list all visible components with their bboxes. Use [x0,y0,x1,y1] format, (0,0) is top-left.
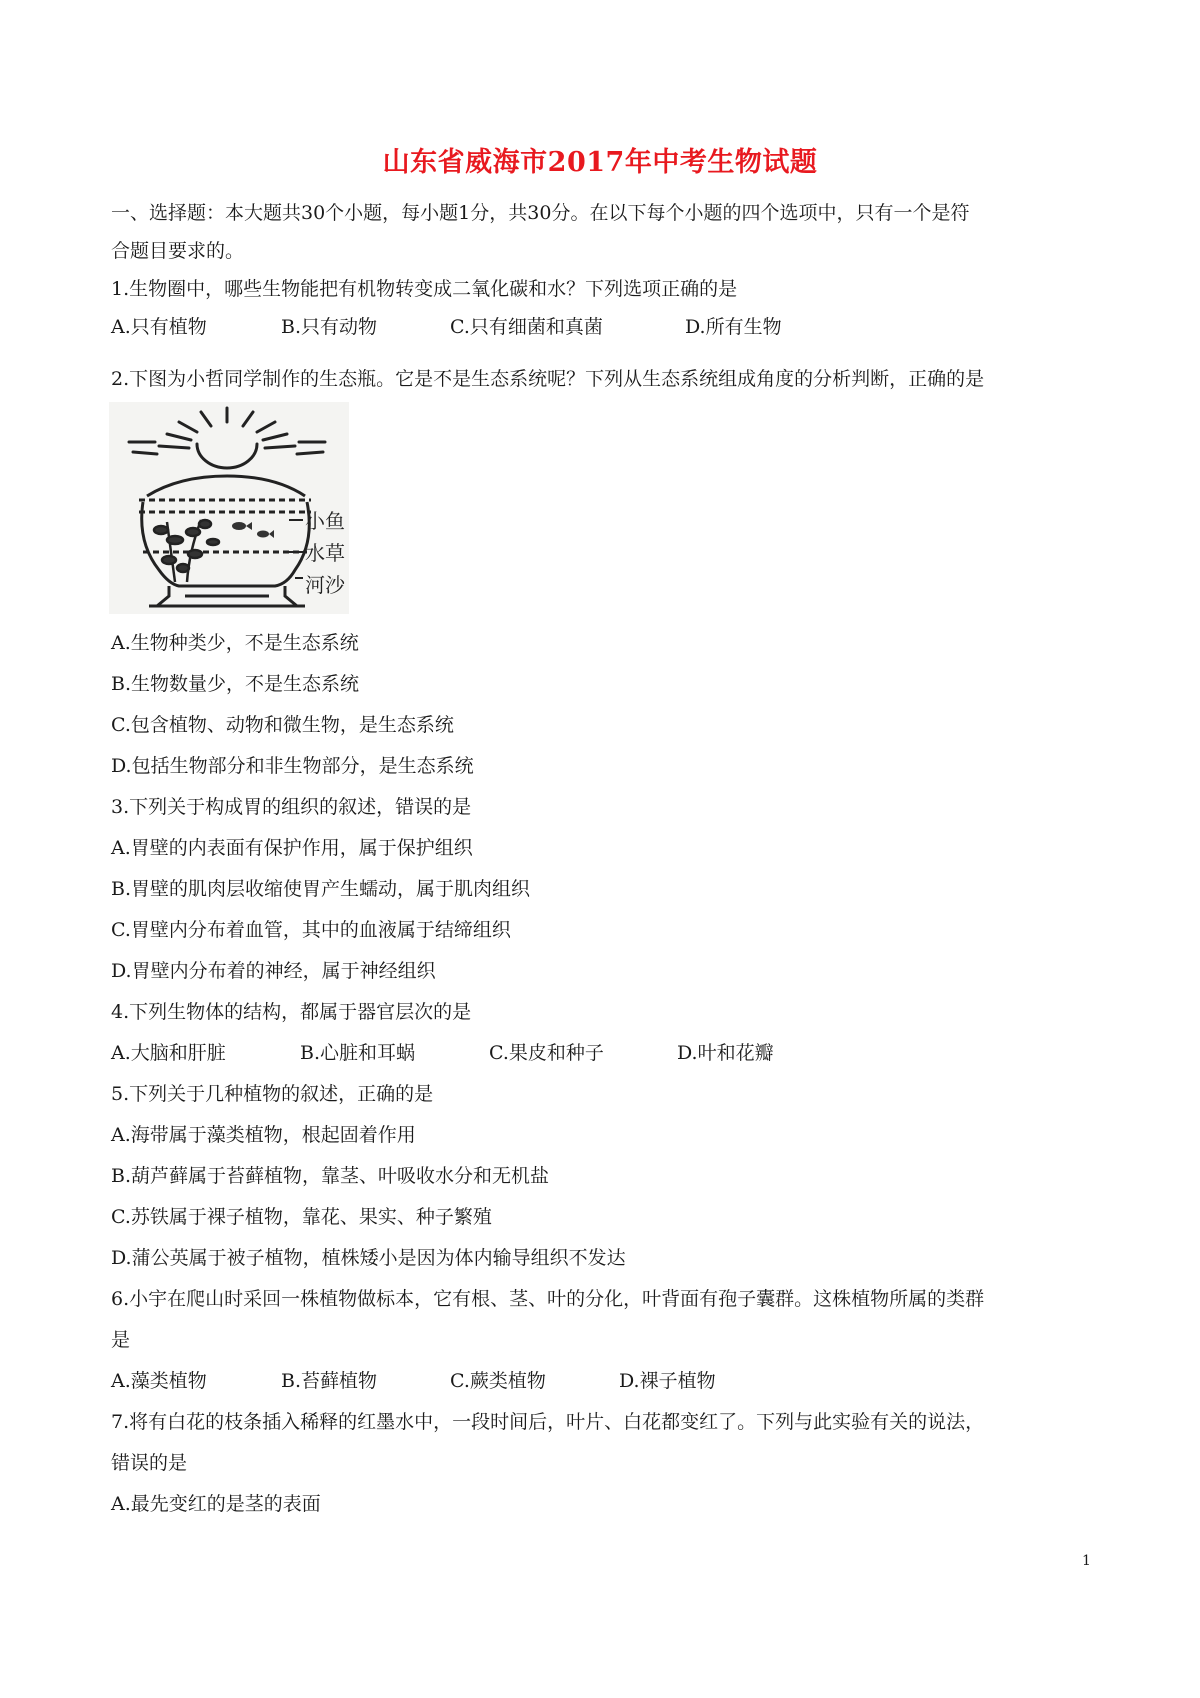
label-fish: 小鱼 [305,509,345,533]
option-b: B.苔藓植物 [281,1370,378,1392]
question-3-option-d: D.胃壁内分布着的神经，属于神经组织 [111,960,436,982]
label-water-plant: 水草 [305,541,345,565]
question-5-stem: 5.下列关于几种植物的叙述，正确的是 [111,1083,434,1105]
option-a: A.藻类植物 [111,1370,207,1392]
question-7-option-a: A.最先变红的是茎的表面 [111,1493,321,1515]
question-7-stem-line-2: 错误的是 [111,1452,188,1474]
label-river-sand: 河沙 [305,573,345,597]
eco-bottle-drawing [109,402,349,614]
option-c: C.只有细菌和真菌 [450,316,603,338]
section-instruction-line-1: 一、选择题：本大题共30个小题，每小题1分，共30分。在以下每个小题的四个选项中，只有一个是符 [111,202,970,224]
question-3-stem: 3.下列关于构成胃的组织的叙述，错误的是 [111,796,472,818]
question-5-option-d: D.蒲公英属于被子植物，植株矮小是因为体内输导组织不发达 [111,1247,626,1269]
question-3-option-c: C.胃壁内分布着血管，其中的血液属于结缔组织 [111,919,511,941]
question-5-option-a: A.海带属于藻类植物，根起固着作用 [111,1124,416,1146]
small-fish-icon [232,522,274,538]
question-6-stem-line-1: 6.小宇在爬山时采回一株植物做标本，它有根、茎、叶的分化，叶背面有孢子囊群。这株植物所属的类群 [111,1288,985,1310]
stand-icon [149,586,305,606]
question-5-option-b: B.葫芦藓属于苔藓植物，靠茎、叶吸收水分和无机盐 [111,1165,550,1187]
question-2-option-c: C.包含植物、动物和微生物，是生态系统 [111,714,454,736]
page-number: 1 [1082,1553,1091,1569]
question-2-option-b: B.生物数量少，不是生态系统 [111,673,360,695]
option-b: B.心脏和耳蜗 [300,1042,416,1064]
question-6-stem-line-2: 是 [111,1329,131,1351]
question-5-option-c: C.苏铁属于裸子植物，靠花、果实、种子繁殖 [111,1206,492,1228]
option-c: C.果皮和种子 [489,1042,604,1064]
question-6-options [111,1367,1111,1395]
option-d: D.叶和花瓣 [677,1042,774,1064]
question-4-stem: 4.下列生物体的结构，都属于器官层次的是 [111,1001,472,1023]
question-4-options [111,1039,1111,1067]
question-1-options [111,313,1111,341]
question-2-option-a: A.生物种类少，不是生态系统 [111,632,359,654]
section-instruction-line-2: 合题目要求的。 [111,240,245,262]
question-3-option-a: A.胃壁的内表面有保护作用，属于保护组织 [111,837,473,859]
question-3-option-b: B.胃壁的肌肉层收缩使胃产生蠕动，属于肌肉组织 [111,878,531,900]
page-title: 山东省威海市2017年中考生物试题 [382,147,818,178]
question-2-stem: 2.下图为小哲同学制作的生态瓶。它是不是生态系统呢？下列从生态系统组成角度的分析判断，正确的是 [111,368,985,390]
eco-bottle-figure [109,402,349,614]
question-1-stem: 1.生物圈中，哪些生物能把有机物转变成二氧化碳和水？下列选项正确的是 [111,278,738,300]
option-d: D.所有生物 [685,316,782,338]
option-b: B.只有动物 [281,316,378,338]
sun-icon [129,408,325,468]
option-a: A.只有植物 [111,316,207,338]
question-2-option-d: D.包括生物部分和非生物部分，是生态系统 [111,755,474,777]
question-7-stem-line-1: 7.将有白花的枝条插入稀释的红墨水中，一段时间后，叶片、白花都变红了。下列与此实验有关的说法， [111,1411,985,1433]
option-c: C.蕨类植物 [450,1370,546,1392]
option-d: D.裸子植物 [619,1370,716,1392]
option-a: A.大脑和肝脏 [111,1042,226,1064]
